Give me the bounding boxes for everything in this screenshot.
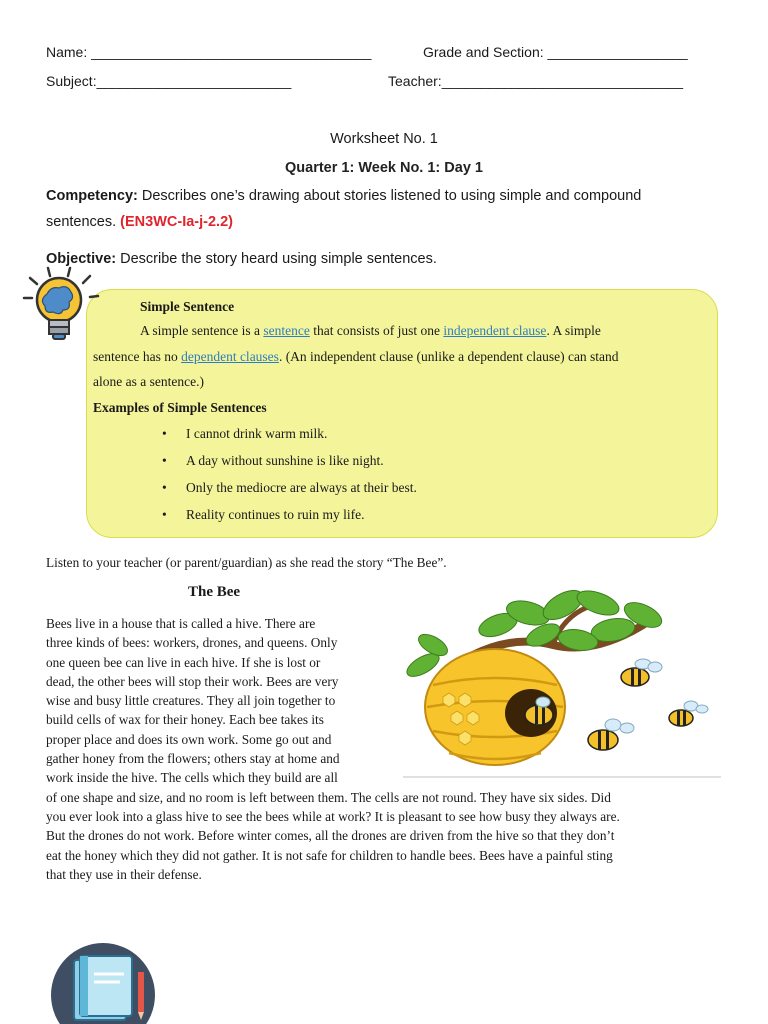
- independent-clause-link[interactable]: independent clause: [443, 323, 547, 338]
- story-line: Bees live in a house that is called a hive. There are: [46, 616, 316, 631]
- list-item: • Reality continues to ruin my life.: [162, 507, 365, 522]
- examples-heading: Examples of Simple Sentences: [93, 400, 267, 415]
- story-line: work inside the hive. The cells which they build are all: [46, 770, 338, 786]
- competency-line1: [46, 188, 641, 204]
- story-line: eat the honey which they did not gather. It is not safe for children to handle bees. Bees have a painful sting: [46, 847, 613, 863]
- callout-text: . (An independent clause (unlike a dependent clause) can stand: [278, 349, 619, 364]
- callout-para-line3: alone as a sentence.): [93, 374, 204, 389]
- sentence-link[interactable]: sentence: [263, 323, 310, 338]
- name-field-label: Name: ____________________________________: [46, 44, 372, 60]
- list-item: • I cannot drink warm milk.: [162, 426, 328, 441]
- book-icon: [50, 942, 156, 1024]
- story-line: you ever look into a glass hive to see the bees while at work? It is pleasant to see how busy they always are.: [46, 808, 620, 824]
- story-line: of one shape and size, and no room is left between them. The cells are not round. They have six sides. Did: [46, 789, 611, 805]
- story-line: one queen bee can live in each hive. If she is lost or: [46, 654, 321, 670]
- objective-label: Objective:: [46, 251, 117, 267]
- callout-text: A simple sentence is a: [140, 323, 260, 338]
- teacher-field-label: Teacher:_______________________________: [388, 73, 684, 89]
- callout-text: . A simple: [546, 323, 601, 338]
- competency-line2: [46, 214, 233, 230]
- example-text: I cannot drink warm milk.: [186, 426, 328, 441]
- story-line: proper place and does its own work. Some go out and: [46, 731, 332, 747]
- callout-para-line1: [140, 318, 601, 343]
- story-line: dead, the other bees will stop their work. Bees are very: [46, 673, 339, 689]
- lightbulb-icon: [20, 262, 106, 348]
- example-text: Only the mediocre are always at their best.: [186, 480, 417, 495]
- competency-label: Competency:: [46, 188, 138, 204]
- examples-list: [162, 421, 586, 531]
- worksheet-title: Worksheet No. 1: [330, 131, 438, 147]
- example-text: A day without sunshine is like night.: [186, 453, 384, 468]
- callout-para-line2: [93, 344, 619, 369]
- callout-text: that consists of just one: [313, 323, 440, 338]
- story-line: gather honey from the flowers; others stay at home and: [46, 751, 340, 767]
- story-title: The Bee: [188, 584, 241, 600]
- subject-field-label: Subject:_________________________: [46, 73, 292, 89]
- grade-section-field-label: Grade and Section: __________________: [423, 44, 688, 60]
- quarter-week-day: Quarter 1: Week No. 1: Day 1: [285, 160, 483, 176]
- listening-instruction: Listen to your teacher (or parent/guardian) as she read the story “The Bee”.: [46, 555, 447, 570]
- competency-text-2: sentences.: [46, 214, 117, 230]
- competency-text: Describes one’s drawing about stories listened to using simple and compound: [141, 188, 642, 204]
- story-line: that they use in their defense.: [46, 866, 202, 882]
- callout-text: sentence has no: [93, 349, 178, 364]
- list-item: • Only the mediocre are always at their best.: [162, 480, 417, 495]
- simple-sentence-heading: Simple Sentence: [140, 299, 235, 314]
- dependent-clauses-link[interactable]: dependent clauses: [181, 349, 279, 364]
- story-line: build cells of wax for their honey. Each bee takes its: [46, 712, 324, 728]
- competency-code: (EN3WC-Ia-j-2.2): [120, 214, 233, 230]
- objective-text: Describe the story heard using simple sentences.: [120, 251, 437, 267]
- example-text: Reality continues to ruin my life.: [186, 507, 365, 522]
- story-body: [46, 614, 726, 884]
- story-line: three kinds of bees: workers, drones, and queens. Only: [46, 635, 338, 651]
- story-line: But the drones do not work. Before winter comes, all the drones are driven from the hive so that they don’t: [46, 828, 615, 844]
- list-item: • A day without sunshine is like night.: [162, 453, 384, 468]
- story-line: wise and busy little creatures. They all join together to: [46, 693, 336, 709]
